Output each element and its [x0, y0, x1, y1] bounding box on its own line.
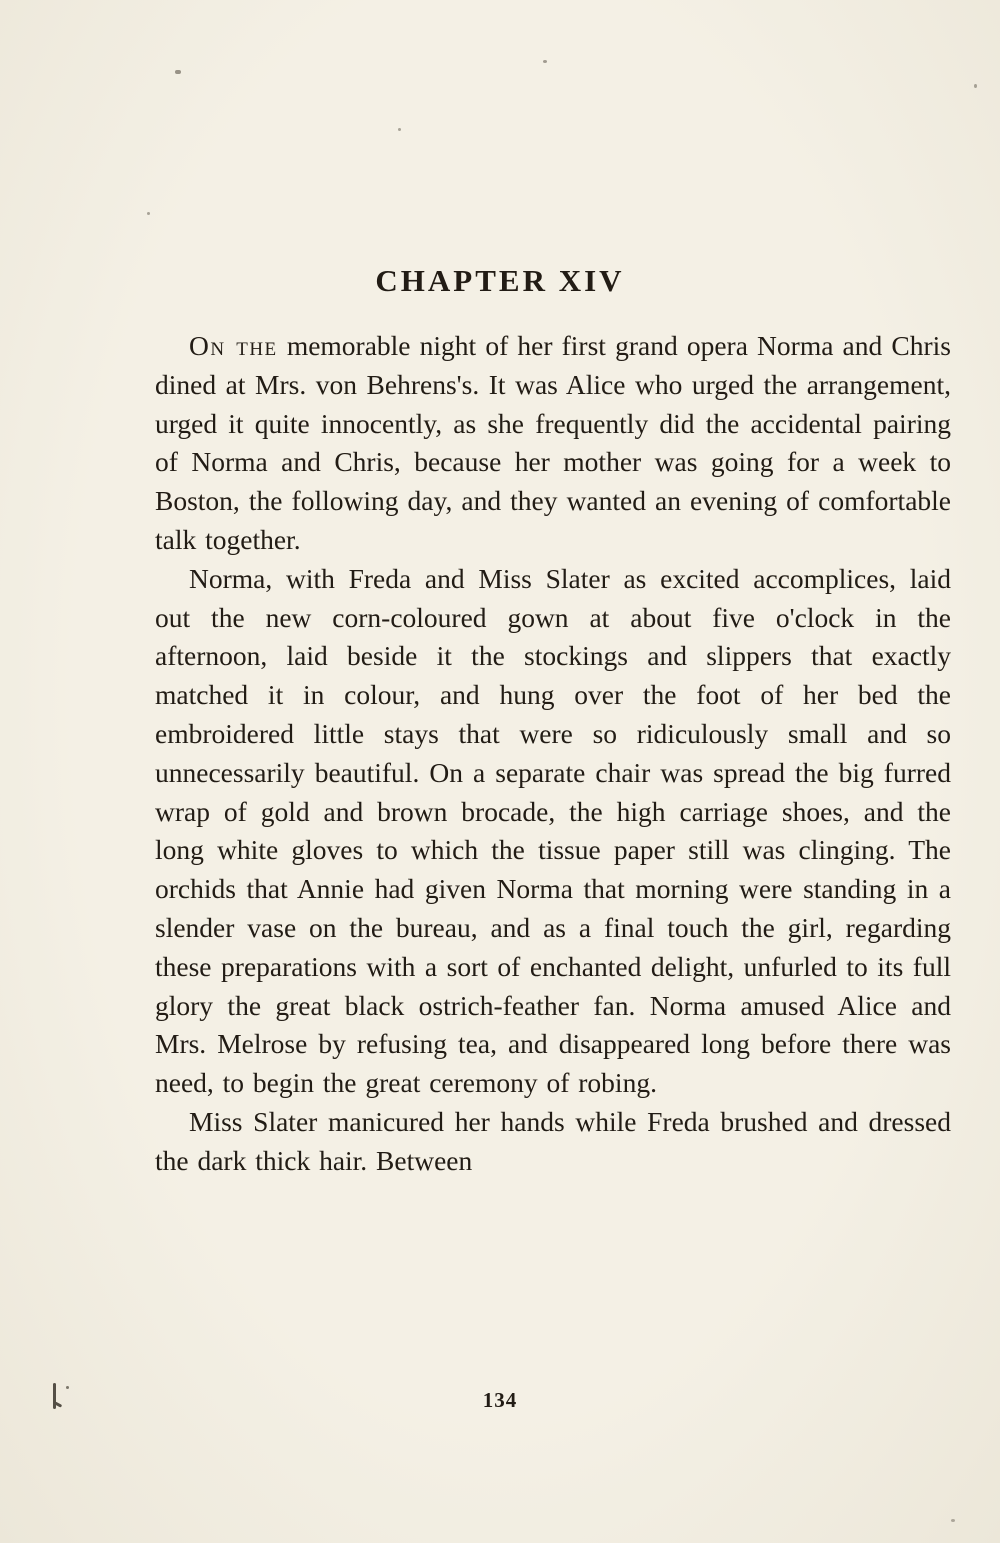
scan-artifact — [951, 1519, 955, 1522]
scan-artifact — [147, 212, 150, 215]
scan-artifact — [175, 70, 181, 74]
scan-artifact — [398, 128, 401, 131]
margin-pen-mark — [53, 1383, 56, 1409]
paragraph-text: memorable night of her first grand opera Norma and Chris dined at Mrs. von Behrens's. It was Alice who urged the arrangement, urged it quite innocently, as she frequently did the accidental pairing of Norma and Chris, because her mother was going for a week to Boston, the following day, and they wanted an evening of comfortable talk together. — [155, 330, 951, 555]
chapter-heading: CHAPTER XIV — [375, 263, 625, 298]
paragraph: Miss Slater manicured her hands while Freda brushed and dressed the dark thick hair. Between — [155, 1105, 951, 1176]
margin-pen-dot — [66, 1386, 69, 1389]
paragraph — [155, 327, 951, 560]
page-body — [155, 327, 951, 1181]
scan-artifact — [974, 84, 977, 88]
paragraph: Norma, with Freda and Miss Slater as excited accomplices, laid out the new corn-coloured gown at about five o'clock in the afternoon, laid beside it the stockings and slippers that exactly matched it in colour, and hung over the foot of her bed the embroidered little stays that were so ridiculously small and so unnecessarily beautiful. On a separate chair was spread the big furred wrap of gold and brown brocade, the high carriage shoes, and the long white gloves to which the tissue paper still was clinging. The orchids that Annie had given Norma that morning were standing in a slender vase on the bureau, and as a final touch the girl, regarding these preparations with a sort of enchanted delight, unfurled to its full glory the great black ostrich-feather fan. Norma amused Alice and Mrs. Melrose by refusing tea, and disappeared long before there was need, to begin the great ceremony of robing. — [155, 562, 951, 1099]
page-number: 134 — [482, 1388, 518, 1412]
scan-artifact — [543, 60, 547, 63]
lead-in-small-caps: On the — [189, 330, 278, 361]
